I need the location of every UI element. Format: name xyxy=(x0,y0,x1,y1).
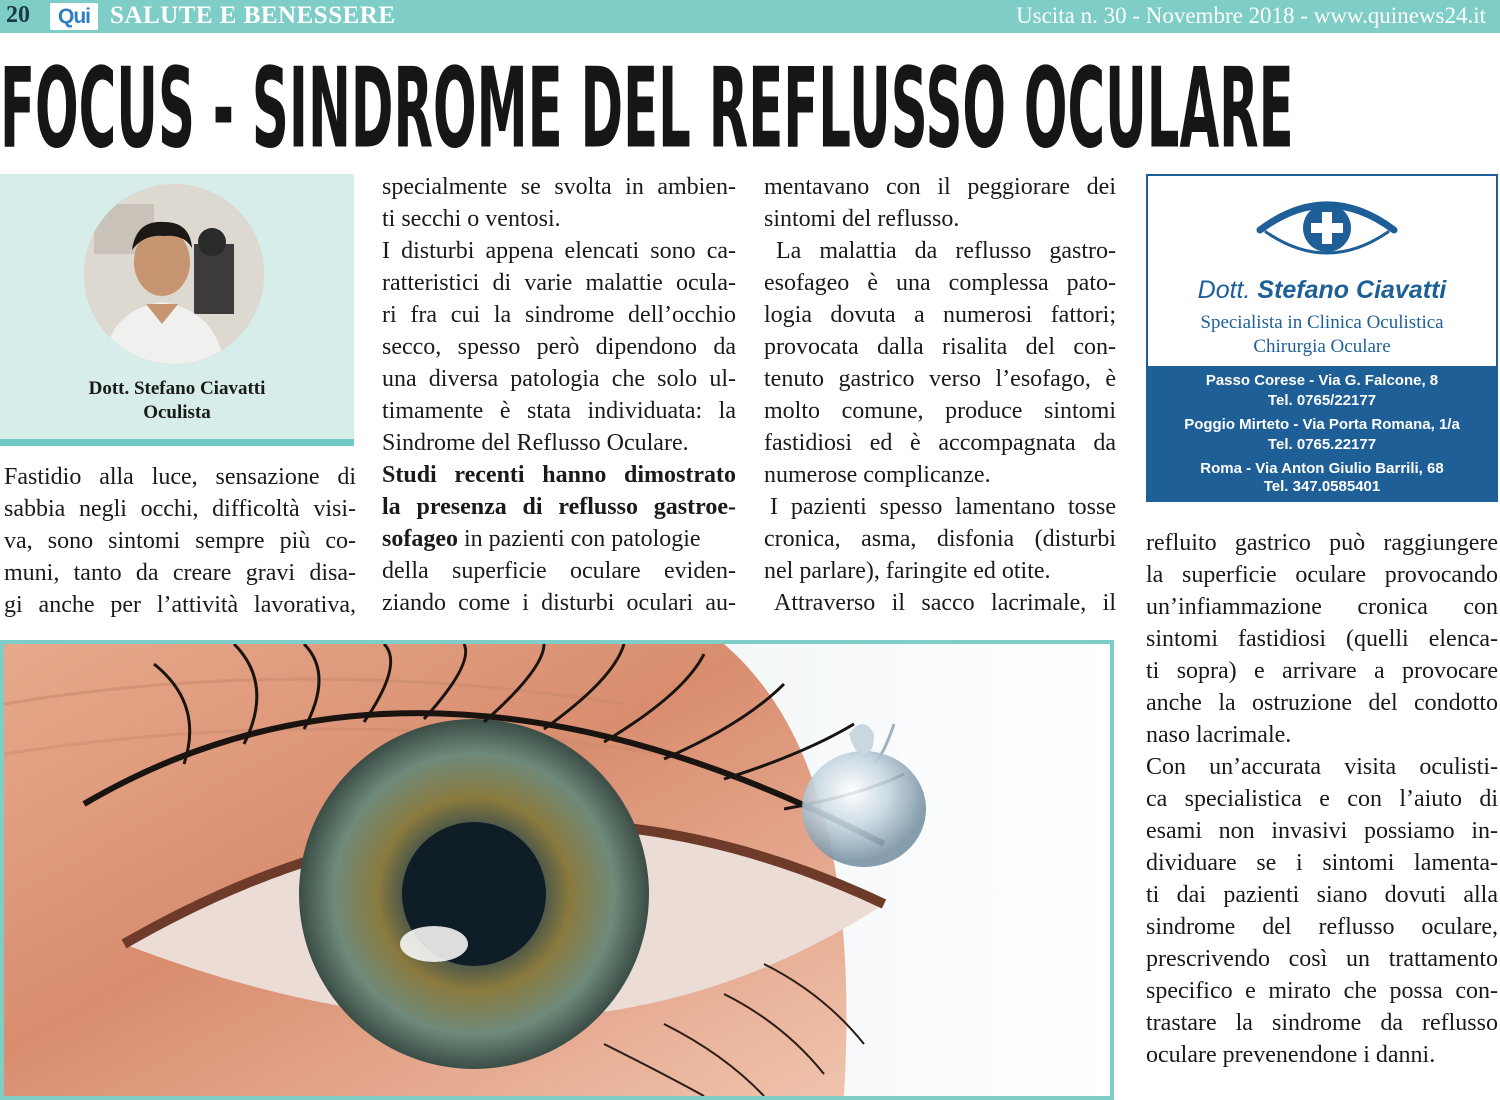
ad-address-line: Roma - Via Anton Giulio Barrili, 68 xyxy=(1200,460,1444,477)
ad-phone-line: Tel. 0765/22177 xyxy=(1267,392,1377,409)
text-line: timamente è stata individuata: la xyxy=(382,398,736,424)
ad-phone-line: Tel. 347.0585401 xyxy=(1263,478,1381,495)
eye-illustration xyxy=(4,644,1110,1096)
text-line: prescrivendo così un trattamento xyxy=(1146,946,1498,972)
ad-surgery: Chirurgia Oculare xyxy=(1253,336,1391,357)
text-line: I pazienti spesso lamentano tosse xyxy=(770,494,1116,520)
text-line: I disturbi appena elencati sono ca- xyxy=(382,238,736,264)
section-title: SALUTE E BENESSERE xyxy=(110,2,396,29)
ad-phone-line: Tel. 0765.22177 xyxy=(1267,436,1377,453)
text-line: ti dai pazienti siano dovuti alla xyxy=(1146,882,1498,908)
text-line: esofageo è una complessa pato- xyxy=(764,270,1116,296)
text-line: sindrome del reflusso oculare, xyxy=(1146,914,1498,940)
doctor-role: Oculista xyxy=(143,402,211,423)
text-line: ti secchi o ventosi. xyxy=(382,206,561,232)
ad-addresses xyxy=(1148,366,1496,500)
text-line: Sindrome del Reflusso Oculare. xyxy=(382,430,689,456)
issue-info: Uscita n. 30 - Novembre 2018 - www.quinews24.it xyxy=(1016,3,1486,28)
text-line xyxy=(382,523,736,555)
text-line: nel parlare), faringite ed otite. xyxy=(764,558,1051,584)
text-line: secco, spesso però dipendono da xyxy=(382,334,736,360)
text-line: ca specialistica e con l’aiuto di xyxy=(1146,786,1498,812)
text-line: logia dovuta a numerosi fattori; xyxy=(764,302,1116,328)
text-line: naso lacrimale. xyxy=(1146,722,1292,748)
text-line: molto comune, produce sintomi xyxy=(764,398,1116,424)
text-line: sabbia negli occhi, difficoltà visi- xyxy=(4,496,356,522)
text-line xyxy=(382,491,736,523)
text-line: La malattia da reflusso gastro- xyxy=(776,238,1116,264)
text-line: una diversa patologia che solo ul- xyxy=(382,366,736,392)
text-line: ratteristici di varie malattie ocula- xyxy=(382,270,736,296)
text-line: specialmente se svolta in ambien- xyxy=(382,174,736,200)
text-line: refluito gastrico può raggiungere xyxy=(1146,530,1498,556)
article-headline: FOCUS - SINDROME DEL REFLUSSO OCULARE xyxy=(0,44,1294,174)
text-line xyxy=(382,459,736,491)
text-line: oculare prevenendone i danni. xyxy=(1146,1042,1436,1068)
doctor-advertisement xyxy=(1146,174,1498,502)
text-line: muni, tanto da creare gravi disa- xyxy=(4,560,356,586)
bold-text: la presenza di reflusso gastroe- xyxy=(382,494,736,520)
text-line: Fastidio alla luce, sensazione di xyxy=(4,464,356,490)
text-line: ti sopra) e arrivare a provocare xyxy=(1146,658,1498,684)
text-line: trastare la sindrome da reflusso xyxy=(1146,1010,1498,1036)
text-line: sintomi fastidiosi (quelli elenca- xyxy=(1146,626,1498,652)
text-line: mentavano con il peggiorare dei xyxy=(764,174,1116,200)
text-line: Con un’accurata visita oculisti- xyxy=(1146,754,1498,780)
text-run: in pazienti con patologie xyxy=(463,526,701,552)
text-line: gi anche per l’attività lavorativa, xyxy=(4,592,356,618)
text-line: provocata dalla risalita del con- xyxy=(764,334,1116,360)
doctor-name: Dott. Stefano Ciavatti xyxy=(88,378,266,399)
bold-text: Studi recenti hanno dimostrato xyxy=(382,462,736,488)
text-line: anche la ostruzione del condotto xyxy=(1146,690,1498,716)
qui-logo xyxy=(50,3,98,30)
text-line: va, sono sintomi sempre più co- xyxy=(4,528,356,554)
text-line: la superficie oculare provocando xyxy=(1146,562,1498,588)
eye-cross-logo-icon xyxy=(1252,190,1402,270)
logo-text: Qui xyxy=(58,5,90,28)
ad-title-name: Stefano Ciavatti xyxy=(1257,276,1447,304)
text-line: ri fra cui la sindrome dell’occhio xyxy=(382,302,736,328)
author-box xyxy=(0,174,354,446)
doctor-portrait xyxy=(84,184,264,364)
ad-address-line: Poggio Mirteto - Via Porta Romana, 1/a xyxy=(1184,416,1460,433)
text-line: della superficie oculare eviden- xyxy=(382,558,736,584)
ad-doctor-name xyxy=(1148,276,1496,305)
text-line: ziando come i disturbi oculari au- xyxy=(382,590,736,616)
text-line: numerose complicanze. xyxy=(764,462,991,488)
page-number: 20 xyxy=(6,2,30,28)
text-line: sintomi del reflusso. xyxy=(764,206,960,232)
ad-address-line: Passo Corese - Via G. Falcone, 8 xyxy=(1205,372,1439,389)
ad-specialty: Specialista in Clinica Oculistica xyxy=(1200,312,1444,333)
bold-text: sofageo xyxy=(382,526,458,552)
text-line: fastidiosi ed è accompagnata da xyxy=(764,430,1116,456)
text-line: specifico e mirato che possa con- xyxy=(1146,978,1498,1004)
text-line: tenuto gastrico verso l’esofago, è xyxy=(764,366,1116,392)
eye-closeup-photo xyxy=(0,640,1114,1100)
text-line: un’infiammazione cronica con xyxy=(1146,594,1498,620)
text-line: cronica, asma, disfonia (disturbi xyxy=(764,526,1116,552)
text-line: esami non invasivi possiamo in- xyxy=(1146,818,1498,844)
text-line: dividuare se i sintomi lamenta- xyxy=(1146,850,1498,876)
ad-title-prefix: Dott. xyxy=(1197,276,1251,304)
section-header-bar xyxy=(0,0,1500,33)
text-line: Attraverso il sacco lacrimale, il xyxy=(774,590,1116,616)
